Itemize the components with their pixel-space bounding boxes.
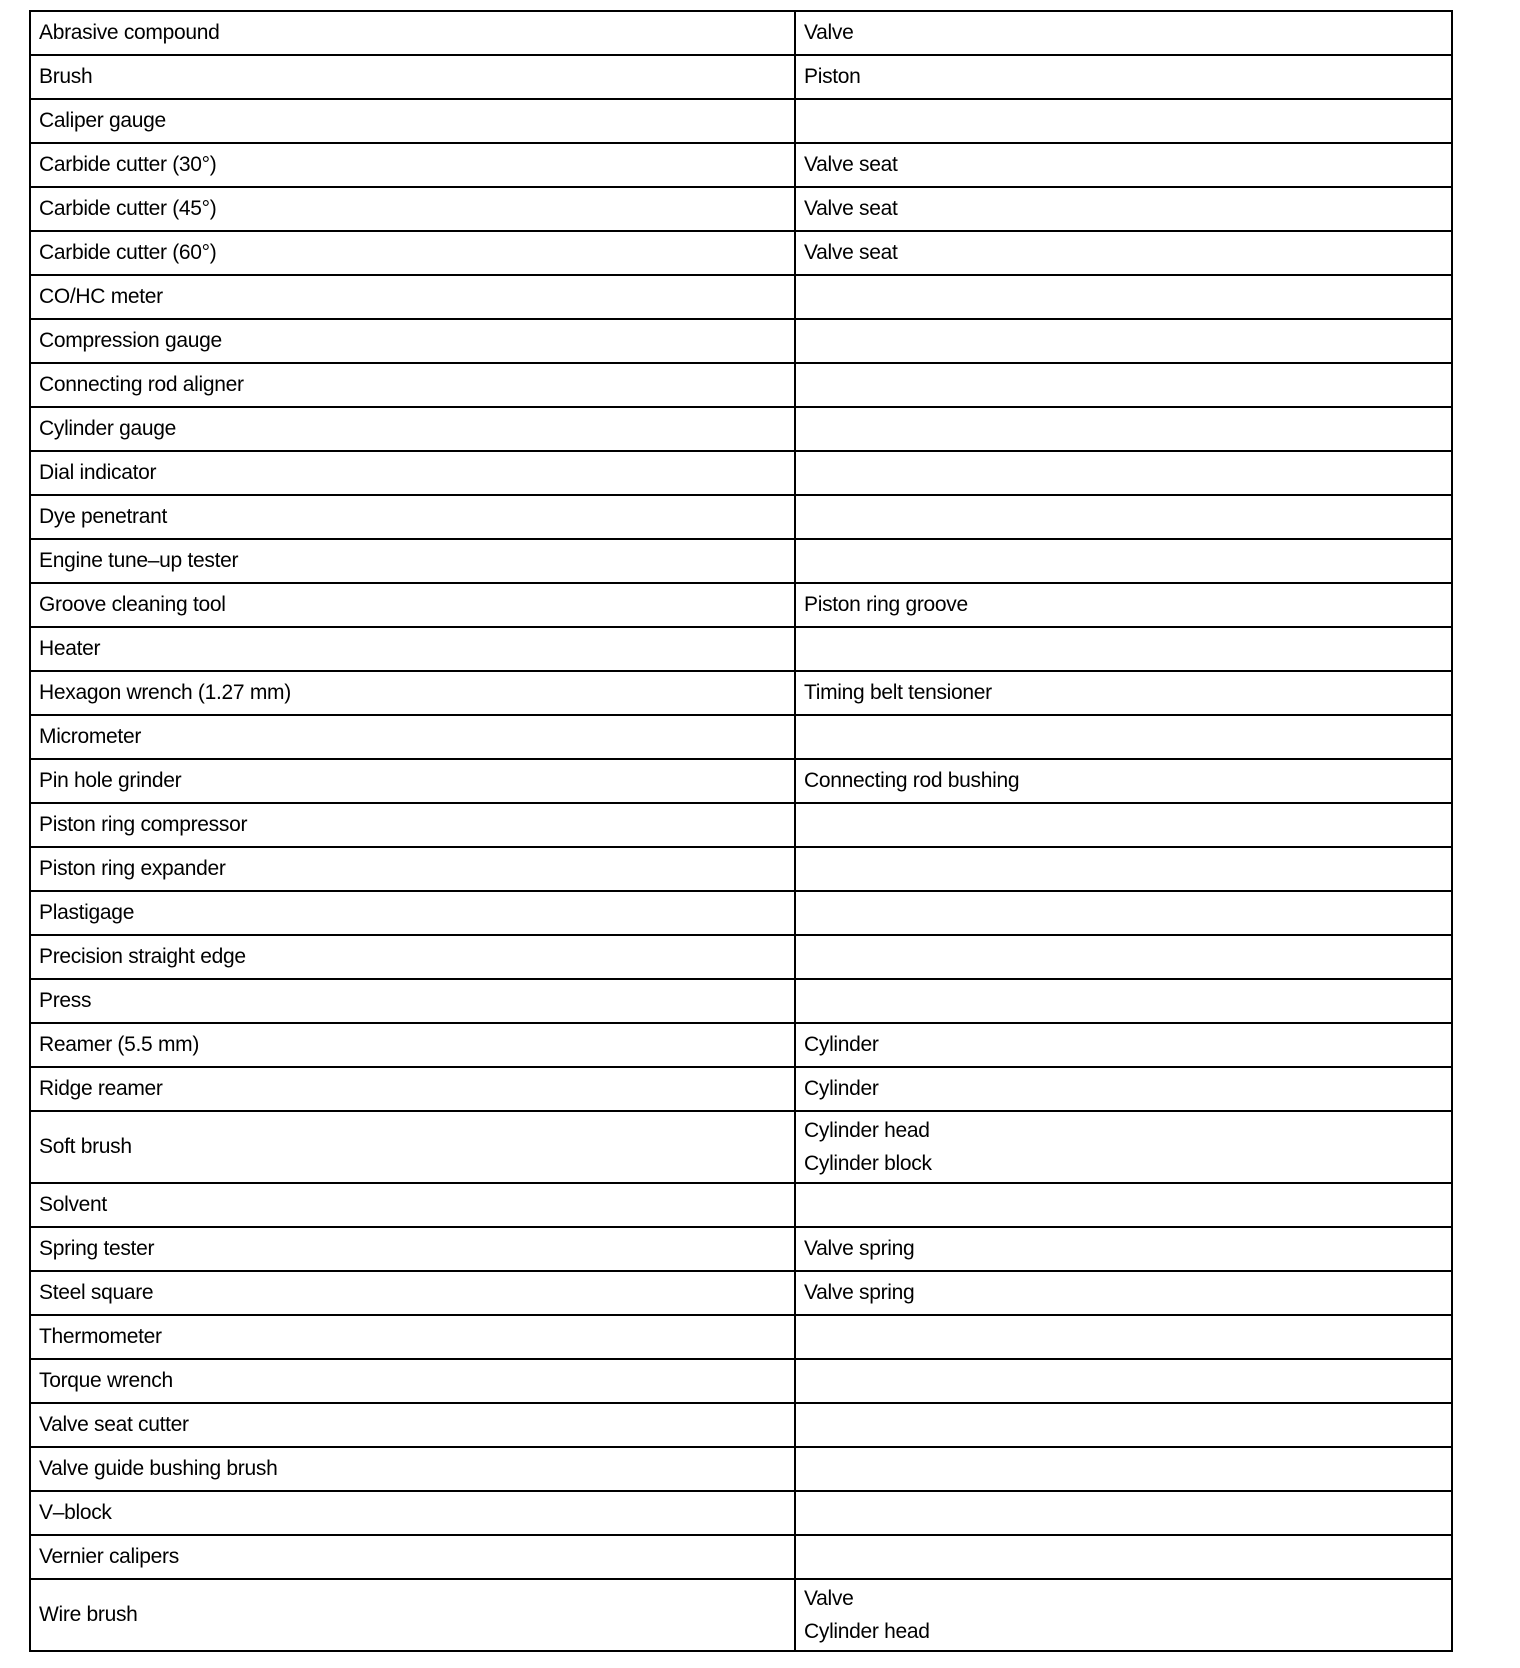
tool-name-cell: Vernier calipers bbox=[30, 1535, 795, 1579]
tool-name-cell: Caliper gauge bbox=[30, 99, 795, 143]
tool-name-cell: Dye penetrant bbox=[30, 495, 795, 539]
tool-name-cell: Hexagon wrench (1.27 mm) bbox=[30, 671, 795, 715]
table-row bbox=[30, 979, 1452, 1023]
table-row bbox=[30, 319, 1452, 363]
tool-name-cell: Carbide cutter (30°) bbox=[30, 143, 795, 187]
tool-name-cell: Precision straight edge bbox=[30, 935, 795, 979]
tool-name-cell: Wire brush bbox=[30, 1579, 795, 1651]
table-row bbox=[30, 275, 1452, 319]
tool-name-cell: Valve seat cutter bbox=[30, 1403, 795, 1447]
part-cell bbox=[795, 451, 1452, 495]
tool-name-cell: Abrasive compound bbox=[30, 11, 795, 55]
tool-name-cell: Spring tester bbox=[30, 1227, 795, 1271]
part-cell: Valve spring bbox=[795, 1227, 1452, 1271]
tool-name-cell: Pin hole grinder bbox=[30, 759, 795, 803]
table-row bbox=[30, 715, 1452, 759]
table-row bbox=[30, 451, 1452, 495]
table-row bbox=[30, 1227, 1452, 1271]
table-row bbox=[30, 231, 1452, 275]
tool-name-cell: Reamer (5.5 mm) bbox=[30, 1023, 795, 1067]
table-row bbox=[30, 1579, 1452, 1651]
part-cell bbox=[795, 407, 1452, 451]
tool-name-cell: Carbide cutter (60°) bbox=[30, 231, 795, 275]
table-row bbox=[30, 1535, 1452, 1579]
part-cell bbox=[795, 891, 1452, 935]
part-cell bbox=[795, 979, 1452, 1023]
part-cell: Piston ring groove bbox=[795, 583, 1452, 627]
tool-name-cell: Thermometer bbox=[30, 1315, 795, 1359]
part-cell: Piston bbox=[795, 55, 1452, 99]
part-cell: Cylinder bbox=[795, 1023, 1452, 1067]
tool-name-cell: Brush bbox=[30, 55, 795, 99]
part-cell: Connecting rod bushing bbox=[795, 759, 1452, 803]
part-cell bbox=[795, 275, 1452, 319]
tool-name-cell: Connecting rod aligner bbox=[30, 363, 795, 407]
part-cell bbox=[795, 1359, 1452, 1403]
table-row bbox=[30, 1315, 1452, 1359]
part-cell bbox=[795, 1447, 1452, 1491]
tool-name-cell: Press bbox=[30, 979, 795, 1023]
part-cell bbox=[795, 1403, 1452, 1447]
table-row bbox=[30, 759, 1452, 803]
part-cell bbox=[795, 1183, 1452, 1227]
tool-name-cell: Piston ring compressor bbox=[30, 803, 795, 847]
table-row bbox=[30, 143, 1452, 187]
table-row bbox=[30, 1067, 1452, 1111]
part-line: Cylinder head bbox=[804, 1119, 930, 1142]
table-row bbox=[30, 1491, 1452, 1535]
table-row bbox=[30, 1023, 1452, 1067]
table-row bbox=[30, 1183, 1452, 1227]
table-row bbox=[30, 627, 1452, 671]
tool-name-cell: CO/HC meter bbox=[30, 275, 795, 319]
tool-name-cell: Engine tune–up tester bbox=[30, 539, 795, 583]
part-cell: Valve seat bbox=[795, 231, 1452, 275]
part-cell: Valve spring bbox=[795, 1271, 1452, 1315]
tool-name-cell: Soft brush bbox=[30, 1111, 795, 1183]
table-row bbox=[30, 55, 1452, 99]
part-cell bbox=[795, 847, 1452, 891]
table-row bbox=[30, 99, 1452, 143]
table-row bbox=[30, 363, 1452, 407]
table-row bbox=[30, 539, 1452, 583]
part-cell bbox=[795, 1491, 1452, 1535]
tools-table bbox=[29, 10, 1453, 1652]
tool-name-cell: Valve guide bushing brush bbox=[30, 1447, 795, 1491]
table-row bbox=[30, 495, 1452, 539]
table-row bbox=[30, 407, 1452, 451]
part-cell: Valve seat bbox=[795, 187, 1452, 231]
tool-name-cell: Groove cleaning tool bbox=[30, 583, 795, 627]
part-cell bbox=[795, 803, 1452, 847]
tool-name-cell: Compression gauge bbox=[30, 319, 795, 363]
tool-name-cell: Dial indicator bbox=[30, 451, 795, 495]
table-row bbox=[30, 583, 1452, 627]
part-line: Cylinder head bbox=[804, 1620, 930, 1643]
table-row bbox=[30, 891, 1452, 935]
part-cell bbox=[795, 1535, 1452, 1579]
table-row bbox=[30, 1403, 1452, 1447]
tool-name-cell: V–block bbox=[30, 1491, 795, 1535]
tool-name-cell: Torque wrench bbox=[30, 1359, 795, 1403]
table-row bbox=[30, 1111, 1452, 1183]
part-cell bbox=[795, 495, 1452, 539]
tool-name-cell: Steel square bbox=[30, 1271, 795, 1315]
part-cell: Valve seat bbox=[795, 143, 1452, 187]
part-cell bbox=[795, 363, 1452, 407]
part-cell bbox=[795, 935, 1452, 979]
table-row bbox=[30, 803, 1452, 847]
part-cell bbox=[795, 99, 1452, 143]
part-cell bbox=[795, 627, 1452, 671]
table-row bbox=[30, 935, 1452, 979]
tools-table-body bbox=[30, 11, 1452, 1651]
table-row bbox=[30, 11, 1452, 55]
tool-name-cell: Plastigage bbox=[30, 891, 795, 935]
table-row bbox=[30, 847, 1452, 891]
part-cell bbox=[795, 539, 1452, 583]
part-cell: Timing belt tensioner bbox=[795, 671, 1452, 715]
tool-name-cell: Cylinder gauge bbox=[30, 407, 795, 451]
table-row bbox=[30, 1447, 1452, 1491]
part-line: Valve bbox=[804, 1587, 854, 1610]
part-cell bbox=[795, 1315, 1452, 1359]
part-cell bbox=[795, 319, 1452, 363]
part-cell: Cylinder bbox=[795, 1067, 1452, 1111]
tool-name-cell: Carbide cutter (45°) bbox=[30, 187, 795, 231]
part-cell bbox=[795, 1111, 1452, 1183]
part-cell bbox=[795, 1579, 1452, 1651]
tool-name-cell: Piston ring expander bbox=[30, 847, 795, 891]
table-row bbox=[30, 671, 1452, 715]
tool-name-cell: Ridge reamer bbox=[30, 1067, 795, 1111]
table-row bbox=[30, 1271, 1452, 1315]
table-row bbox=[30, 1359, 1452, 1403]
part-cell: Valve bbox=[795, 11, 1452, 55]
tool-name-cell: Heater bbox=[30, 627, 795, 671]
table-row bbox=[30, 187, 1452, 231]
part-line: Cylinder block bbox=[804, 1152, 932, 1175]
part-cell bbox=[795, 715, 1452, 759]
tool-name-cell: Solvent bbox=[30, 1183, 795, 1227]
tool-name-cell: Micrometer bbox=[30, 715, 795, 759]
